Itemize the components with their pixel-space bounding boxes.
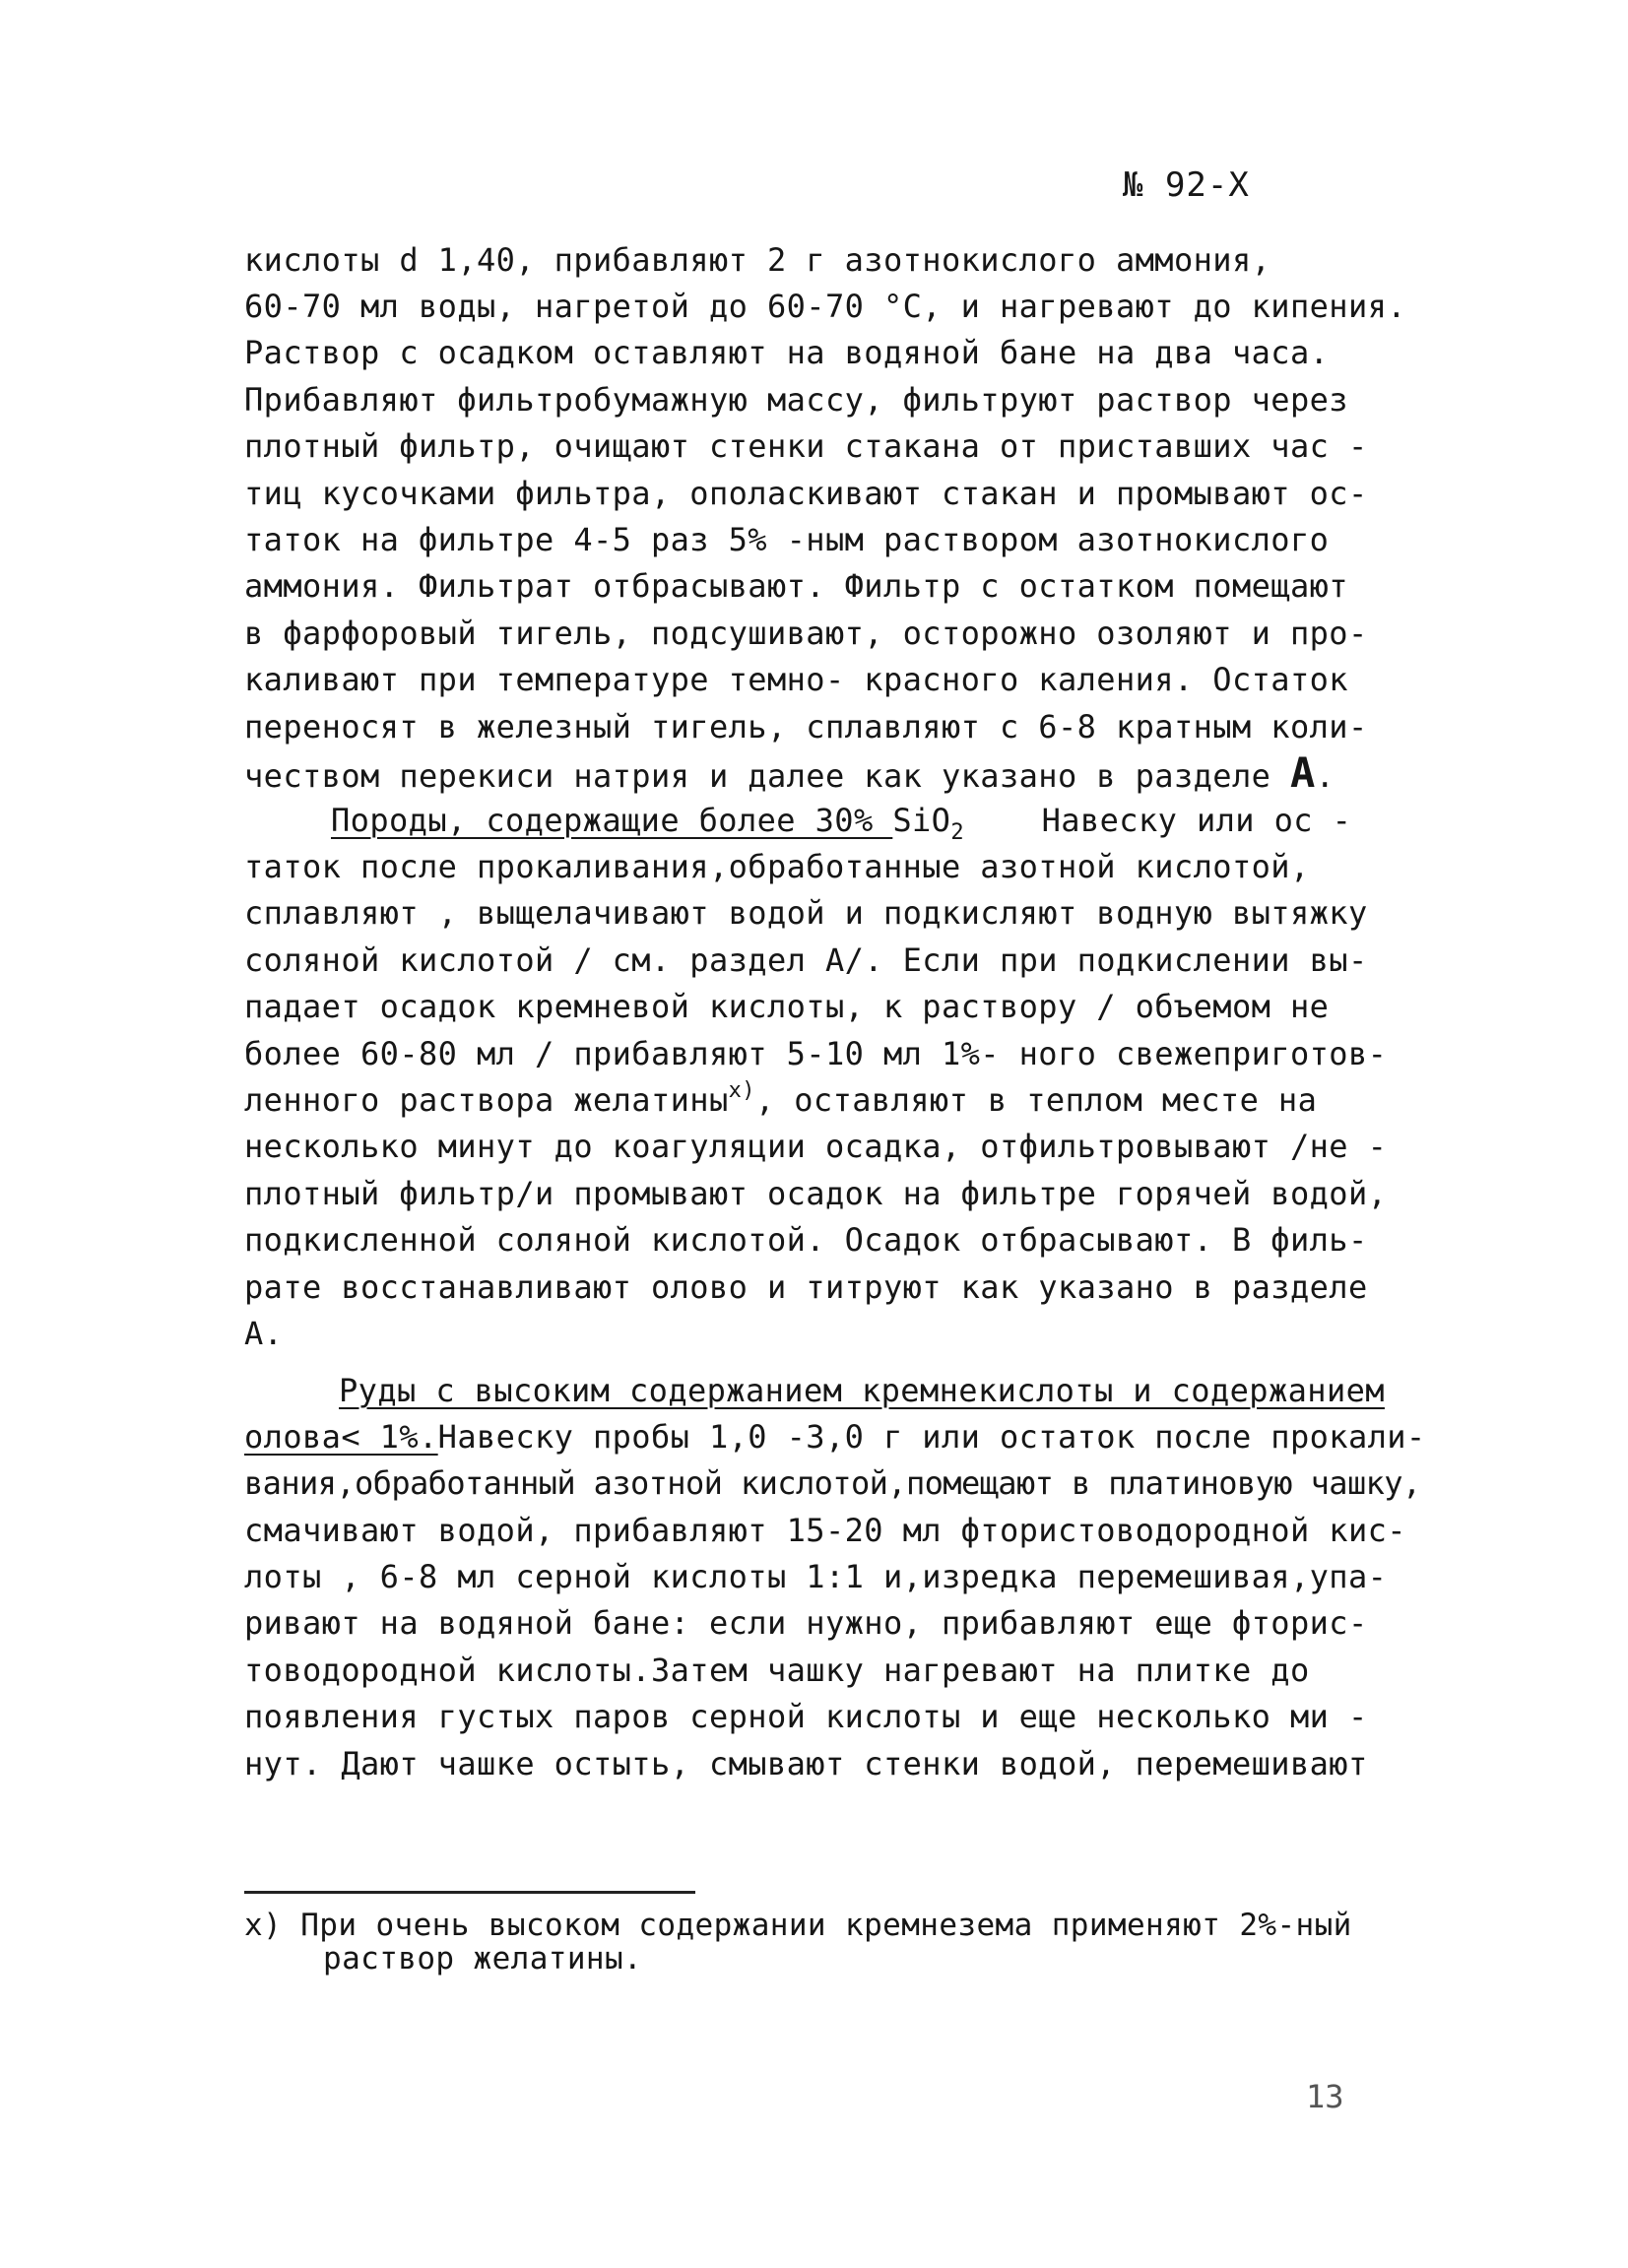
body-line-text: , оставляют в теплом месте на [754,1081,1318,1119]
formula-subscript: 2 [950,820,964,845]
formula-text: SiO [892,802,951,839]
body-line: сплавляют , выщелачивают водой и подкисляют водную вытяжку [244,894,1368,932]
body-line-text: чеством перекиси натрия и далее как указано в разделе [244,757,1290,795]
body-line: более 60-80 мл / прибавляют 5-10 мл 1%- ного свежеприготов- [244,1035,1388,1072]
body-line: Прибавляют фильтробумажную массу, фильтруют раствор через [244,381,1348,419]
body-line: тиц кусочками фильтра, ополаскивают стакан и промывают ос- [244,475,1368,512]
body-line: аммония. Фильтрат отбрасывают. Фильтр с остатком помещают [244,567,1348,605]
body-line: рате восстанавливают олово и титруют как указано в разделе [244,1268,1368,1306]
body-line: лоты , 6-8 мл серной кислоты 1:1 и,изредка перемешивая,упа- [244,1558,1388,1595]
body-line: соляной кислотой / см. раздел А/. Если при подкислении вы- [244,941,1368,979]
body-line [244,1417,1426,1457]
subsection-heading-rocks [331,801,1351,845]
subsection-heading-ores: Руды с высоким содержанием кремнекислоты и содержанием [339,1372,1385,1409]
body-line [244,748,1335,797]
page-number: 13 [1306,2078,1344,2115]
body-line: нут. Дают чашке остыть, смывают стенки водой, перемешивают [244,1745,1368,1782]
body-line: каливают при температуре темно- красного каления. Остаток [244,661,1348,698]
body-line: несколько минут до коагуляции осадка, отфильтровывают /не - [244,1128,1388,1165]
body-line: 60-70 мл воды, нагретой до 60-70 °С, и нагревают до кипения. [244,288,1406,325]
body-line-text: Навеску пробы 1,0 -3,0 г или остаток после прокали- [437,1418,1426,1456]
body-line-text: Навеску или ос - [963,802,1352,839]
section-reference: А [1289,748,1316,797]
body-line: плотный фильтр/и промывают осадок на фильтре горячей водой, [244,1175,1388,1212]
body-line: таток на фильтре 4-5 раз 5% -ным раствором азотнокислого [244,521,1330,558]
body-line: плотный фильтр, очищают стенки стакана от приставших час - [244,427,1368,465]
footnote-text-cont: раствор желатины. [323,1941,643,1976]
body-line: падает осадок кремневой кислоты, к раствору / объемом не [244,988,1330,1025]
body-line: ривают на водяной бане: если нужно, прибавляют еще фторис- [244,1604,1368,1642]
body-line: вания,обработанный азотной кислотой,помещают в платиновую чашку, [244,1464,1421,1502]
footnote-divider [244,1891,695,1894]
body-line: товодородной кислоты.Затем чашку нагревают на плитке до [244,1652,1310,1689]
sentence-end: . [1315,757,1335,795]
body-line: кислоты d 1,40, прибавляют 2 г азотнокислого аммония, [244,241,1271,279]
body-line: подкисленной соляной кислотой. Осадок отбрасывают. В филь- [244,1221,1368,1259]
body-line: смачивают водой, прибавляют 15-20 мл фтористоводородной кис- [244,1512,1406,1549]
body-line: Раствор с осадком оставляют на водяной бане на два часа. [244,334,1330,371]
footnote-marker: х) [728,1078,755,1103]
body-line: появления густых паров серной кислоты и еще несколько ми - [244,1698,1368,1735]
document-number: № 92-Х [1123,165,1250,205]
subsection-title-cont: олова< 1%. [244,1418,438,1456]
formula-silica [892,802,964,845]
body-line [244,1080,1317,1125]
footnote-text: х) При очень высоком содержании кремнезема применяют 2%-ный [244,1908,1352,1943]
body-line: в фарфоровый тигель, подсушивают, осторожно озоляют и про- [244,615,1368,652]
body-line: таток после прокаливания,обработанные азотной кислотой, [244,848,1310,885]
body-line: А. [244,1315,284,1352]
subsection-title: Породы, содержащие более 30% [331,802,893,839]
body-line-text: ленного раствора желатины [244,1081,729,1119]
body-line: переносят в железный тигель, сплавляют с 6-8 кратным коли- [244,708,1368,745]
